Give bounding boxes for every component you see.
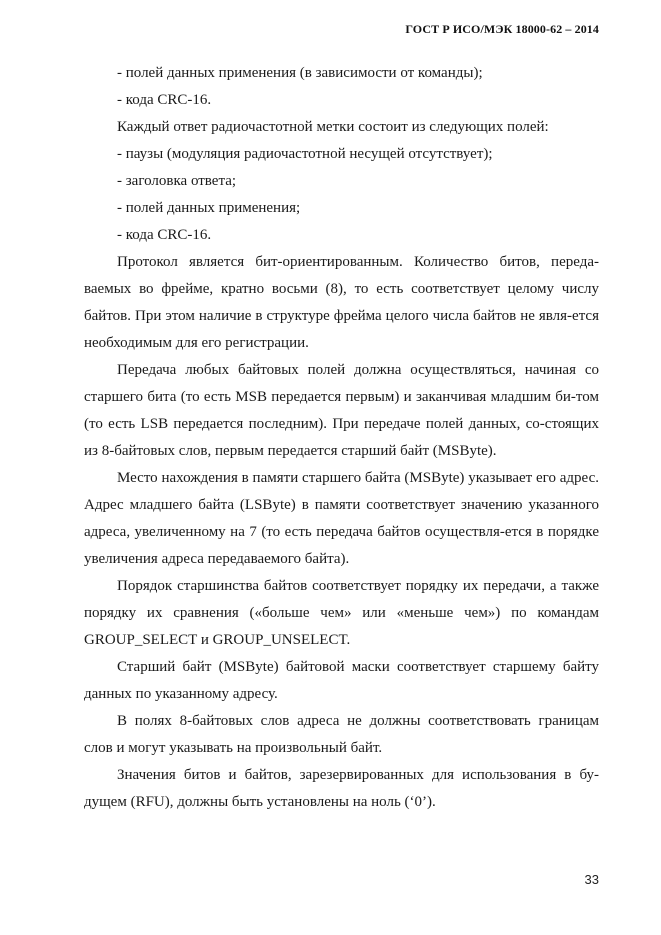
document-body xyxy=(84,60,599,816)
paragraph: Старший байт (MSByte) байтовой маски соответствует старшему байту данных по указанному адресу. xyxy=(84,659,599,702)
list-item: - полей данных применения (в зависимости от команды); xyxy=(117,65,483,81)
paragraph: Место нахождения в памяти старшего байта (MSByte) указывает его адрес. Адрес младшего байта (LSByte) в памяти соответствует значению указанного адреса, увеличенному на 7 (то есть передача байтов осуществля-ется в порядке увеличения адреса передаваемого байта). xyxy=(84,470,599,567)
paragraph-intro: Каждый ответ радиочастотной метки состоит из следующих полей: xyxy=(117,119,549,135)
list-item: - кода CRC-16. xyxy=(117,92,212,108)
list-item: - заголовка ответа; xyxy=(117,173,237,189)
paragraph: Порядок старшинства байтов соответствует порядку их передачи, а также порядку их сравнения («больше чем» или «меньше чем») по командам GROUP_SELECT и GROUP_UNSELECT. xyxy=(84,578,599,648)
document-header: ГОСТ Р ИСО/МЭК 18000-62 – 2014 xyxy=(405,22,599,36)
page-number: 33 xyxy=(584,872,599,887)
paragraph: Протокол является бит-ориентированным. Количество битов, переда-ваемых во фрейме, кратно восьми (8), то есть соответствует целому числу байтов. При этом наличие в структуре фрейма целого числа байтов не явля-ется необходимым для его регистрации. xyxy=(84,254,599,351)
paragraph: В полях 8-байтовых слов адреса не должны соответствовать границам слов и могут указывать на произвольный байт. xyxy=(84,713,599,756)
list-item: - кода CRC-16. xyxy=(117,227,212,243)
paragraph: Значения битов и байтов, зарезервированных для использования в бу-дущем (RFU), должны быть установлены на ноль (‘0’). xyxy=(84,767,599,810)
paragraph: Передача любых байтовых полей должна осуществляться, начиная со старшего бита (то есть MSB передается первым) и заканчивая младшим би-том (то есть LSB передается последним). При передаче полей данных, со-стоящих из 8-байтовых слов, первым передается старший байт (MSByte). xyxy=(84,362,599,459)
list-item: - паузы (модуляция радиочастотной несущей отсутствует); xyxy=(117,146,493,162)
list-item: - полей данных применения; xyxy=(117,200,301,216)
